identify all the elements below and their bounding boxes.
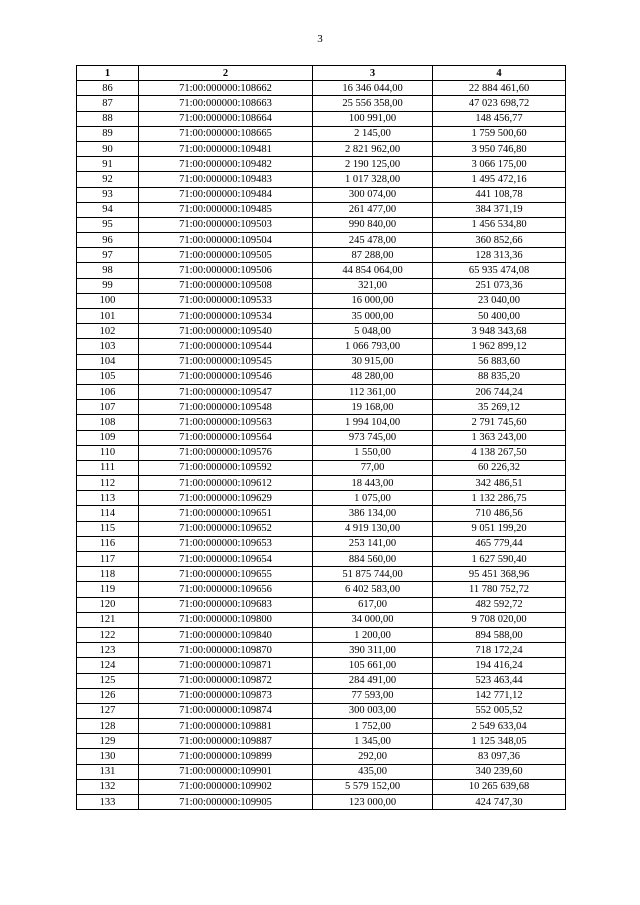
- total-value-cell: 441 108,78: [433, 187, 566, 202]
- row-number-cell: 119: [77, 582, 139, 597]
- row-number-cell: 98: [77, 263, 139, 278]
- row-number-cell: 104: [77, 354, 139, 369]
- value-cell: 884 560,00: [313, 552, 433, 567]
- total-value-cell: 523 463,44: [433, 673, 566, 688]
- table-row: [77, 673, 566, 688]
- total-value-cell: 22 884 461,60: [433, 81, 566, 96]
- row-number-cell: 99: [77, 278, 139, 293]
- value-cell: 87 288,00: [313, 248, 433, 263]
- row-number-cell: 128: [77, 719, 139, 734]
- table-row: [77, 703, 566, 718]
- total-value-cell: 1 627 590,40: [433, 552, 566, 567]
- table-row: [77, 81, 566, 96]
- table-row: [77, 248, 566, 263]
- table-row: [77, 506, 566, 521]
- row-number-cell: 111: [77, 460, 139, 475]
- table-row: [77, 491, 566, 506]
- row-number-cell: 126: [77, 688, 139, 703]
- value-cell: 48 280,00: [313, 369, 433, 384]
- value-cell: 6 402 583,00: [313, 582, 433, 597]
- total-value-cell: 718 172,24: [433, 643, 566, 658]
- cadastral-number-cell: 71:00:000000:109545: [139, 354, 313, 369]
- cadastral-number-cell: 71:00:000000:109655: [139, 567, 313, 582]
- table-row: [77, 719, 566, 734]
- total-value-cell: 3 948 343,68: [433, 324, 566, 339]
- cadastral-number-cell: 71:00:000000:109901: [139, 764, 313, 779]
- cadastral-number-cell: 71:00:000000:109902: [139, 779, 313, 794]
- value-cell: 617,00: [313, 597, 433, 612]
- total-value-cell: 360 852,66: [433, 233, 566, 248]
- value-cell: 5 048,00: [313, 324, 433, 339]
- total-value-cell: 2 549 633,04: [433, 719, 566, 734]
- total-value-cell: 2 791 745,60: [433, 415, 566, 430]
- total-value-cell: 142 771,12: [433, 688, 566, 703]
- cadastral-number-cell: 71:00:000000:109485: [139, 202, 313, 217]
- column-header-1: 1: [77, 66, 139, 81]
- row-number-cell: 106: [77, 384, 139, 399]
- table-row: [77, 445, 566, 460]
- cadastral-number-cell: 71:00:000000:109482: [139, 157, 313, 172]
- cadastral-number-cell: 71:00:000000:109508: [139, 278, 313, 293]
- row-number-cell: 110: [77, 445, 139, 460]
- total-value-cell: 465 779,44: [433, 536, 566, 551]
- row-number-cell: 105: [77, 369, 139, 384]
- row-number-cell: 95: [77, 217, 139, 232]
- cadastral-number-cell: 71:00:000000:109547: [139, 384, 313, 399]
- value-cell: 2 145,00: [313, 126, 433, 141]
- table-row: [77, 688, 566, 703]
- total-value-cell: 710 486,56: [433, 506, 566, 521]
- total-value-cell: 9 708 020,00: [433, 612, 566, 627]
- value-cell: 386 134,00: [313, 506, 433, 521]
- cadastral-number-cell: 71:00:000000:108663: [139, 96, 313, 111]
- cadastral-number-cell: 71:00:000000:109548: [139, 400, 313, 415]
- value-cell: 435,00: [313, 764, 433, 779]
- value-cell: 44 854 064,00: [313, 263, 433, 278]
- value-cell: 1 200,00: [313, 627, 433, 642]
- cadastral-number-cell: 71:00:000000:109652: [139, 521, 313, 536]
- cadastral-number-cell: 71:00:000000:109546: [139, 369, 313, 384]
- value-cell: 105 661,00: [313, 658, 433, 673]
- cadastral-number-cell: 71:00:000000:109872: [139, 673, 313, 688]
- row-number-cell: 132: [77, 779, 139, 794]
- row-number-cell: 115: [77, 521, 139, 536]
- row-number-cell: 129: [77, 734, 139, 749]
- cadastral-number-cell: 71:00:000000:109683: [139, 597, 313, 612]
- total-value-cell: 56 883,60: [433, 354, 566, 369]
- total-value-cell: 1 495 472,16: [433, 172, 566, 187]
- column-header-2: 2: [139, 66, 313, 81]
- table-row: [77, 263, 566, 278]
- cadastral-number-cell: 71:00:000000:109800: [139, 612, 313, 627]
- value-cell: 112 361,00: [313, 384, 433, 399]
- table-row: [77, 734, 566, 749]
- table-row: [77, 157, 566, 172]
- row-number-cell: 113: [77, 491, 139, 506]
- total-value-cell: 552 005,52: [433, 703, 566, 718]
- row-number-cell: 121: [77, 612, 139, 627]
- value-cell: 1 345,00: [313, 734, 433, 749]
- cadastral-number-cell: 71:00:000000:109505: [139, 248, 313, 263]
- total-value-cell: 50 400,00: [433, 309, 566, 324]
- value-cell: 292,00: [313, 749, 433, 764]
- cadastral-number-cell: 71:00:000000:109481: [139, 141, 313, 156]
- row-number-cell: 88: [77, 111, 139, 126]
- table-row: [77, 643, 566, 658]
- total-value-cell: 1 962 899,12: [433, 339, 566, 354]
- row-number-cell: 90: [77, 141, 139, 156]
- table-row: [77, 384, 566, 399]
- row-number-cell: 123: [77, 643, 139, 658]
- cadastral-number-cell: 71:00:000000:109870: [139, 643, 313, 658]
- row-number-cell: 118: [77, 567, 139, 582]
- value-cell: 1 017 328,00: [313, 172, 433, 187]
- cadastral-number-cell: 71:00:000000:109484: [139, 187, 313, 202]
- column-header-4: 4: [433, 66, 566, 81]
- value-cell: 16 346 044,00: [313, 81, 433, 96]
- table-header-row: [77, 66, 566, 81]
- table-row: [77, 217, 566, 232]
- value-cell: 973 745,00: [313, 430, 433, 445]
- value-cell: 16 000,00: [313, 293, 433, 308]
- row-number-cell: 120: [77, 597, 139, 612]
- table-row: [77, 552, 566, 567]
- total-value-cell: 3 950 746,80: [433, 141, 566, 156]
- row-number-cell: 117: [77, 552, 139, 567]
- cadastral-number-cell: 71:00:000000:109503: [139, 217, 313, 232]
- total-value-cell: 424 747,30: [433, 795, 566, 810]
- table-row: [77, 339, 566, 354]
- cadastral-number-cell: 71:00:000000:109576: [139, 445, 313, 460]
- value-cell: 1 550,00: [313, 445, 433, 460]
- total-value-cell: 9 051 199,20: [433, 521, 566, 536]
- value-cell: 51 875 744,00: [313, 567, 433, 582]
- table-row: [77, 627, 566, 642]
- table-row: [77, 324, 566, 339]
- cadastral-number-cell: 71:00:000000:108665: [139, 126, 313, 141]
- total-value-cell: 47 023 698,72: [433, 96, 566, 111]
- value-cell: 321,00: [313, 278, 433, 293]
- total-value-cell: 95 451 368,96: [433, 567, 566, 582]
- row-number-cell: 131: [77, 764, 139, 779]
- table-row: [77, 476, 566, 491]
- total-value-cell: 3 066 175,00: [433, 157, 566, 172]
- table-row: [77, 582, 566, 597]
- total-value-cell: 194 416,24: [433, 658, 566, 673]
- row-number-cell: 130: [77, 749, 139, 764]
- cadastral-number-cell: 71:00:000000:109873: [139, 688, 313, 703]
- cadastral-number-cell: 71:00:000000:109564: [139, 430, 313, 445]
- row-number-cell: 91: [77, 157, 139, 172]
- row-number-cell: 107: [77, 400, 139, 415]
- table-row: [77, 779, 566, 794]
- table-row: [77, 233, 566, 248]
- cadastral-number-cell: 71:00:000000:109592: [139, 460, 313, 475]
- row-number-cell: 116: [77, 536, 139, 551]
- table-row: [77, 460, 566, 475]
- value-cell: 1 075,00: [313, 491, 433, 506]
- table-row: [77, 521, 566, 536]
- total-value-cell: 128 313,36: [433, 248, 566, 263]
- cadastral-number-cell: 71:00:000000:109656: [139, 582, 313, 597]
- row-number-cell: 93: [77, 187, 139, 202]
- value-cell: 1 994 104,00: [313, 415, 433, 430]
- row-number-cell: 122: [77, 627, 139, 642]
- table-row: [77, 536, 566, 551]
- row-number-cell: 108: [77, 415, 139, 430]
- value-cell: 19 168,00: [313, 400, 433, 415]
- row-number-cell: 114: [77, 506, 139, 521]
- cadastral-number-cell: 71:00:000000:109899: [139, 749, 313, 764]
- cadastral-number-cell: 71:00:000000:108664: [139, 111, 313, 126]
- cadastral-number-cell: 71:00:000000:109563: [139, 415, 313, 430]
- total-value-cell: 60 226,32: [433, 460, 566, 475]
- row-number-cell: 96: [77, 233, 139, 248]
- row-number-cell: 103: [77, 339, 139, 354]
- table-row: [77, 749, 566, 764]
- value-cell: 2 821 962,00: [313, 141, 433, 156]
- cadastral-number-cell: 71:00:000000:109504: [139, 233, 313, 248]
- total-value-cell: 23 040,00: [433, 293, 566, 308]
- table-row: [77, 658, 566, 673]
- total-value-cell: 11 780 752,72: [433, 582, 566, 597]
- value-cell: 300 074,00: [313, 187, 433, 202]
- row-number-cell: 127: [77, 703, 139, 718]
- table-row: [77, 400, 566, 415]
- total-value-cell: 1 759 500,60: [433, 126, 566, 141]
- table-row: [77, 278, 566, 293]
- row-number-cell: 101: [77, 309, 139, 324]
- table-row: [77, 597, 566, 612]
- table-row: [77, 354, 566, 369]
- table-row: [77, 141, 566, 156]
- cadastral-number-cell: 71:00:000000:109653: [139, 536, 313, 551]
- value-cell: 990 840,00: [313, 217, 433, 232]
- cadastral-number-cell: 71:00:000000:109629: [139, 491, 313, 506]
- total-value-cell: 148 456,77: [433, 111, 566, 126]
- value-cell: 390 311,00: [313, 643, 433, 658]
- value-cell: 123 000,00: [313, 795, 433, 810]
- cadastral-number-cell: 71:00:000000:108662: [139, 81, 313, 96]
- cadastral-number-cell: 71:00:000000:109654: [139, 552, 313, 567]
- row-number-cell: 89: [77, 126, 139, 141]
- cadastral-number-cell: 71:00:000000:109612: [139, 476, 313, 491]
- row-number-cell: 87: [77, 96, 139, 111]
- row-number-cell: 125: [77, 673, 139, 688]
- cadastral-number-cell: 71:00:000000:109874: [139, 703, 313, 718]
- total-value-cell: 340 239,60: [433, 764, 566, 779]
- total-value-cell: 1 363 243,00: [433, 430, 566, 445]
- value-cell: 284 491,00: [313, 673, 433, 688]
- page-number: 3: [317, 33, 323, 45]
- value-cell: 300 003,00: [313, 703, 433, 718]
- row-number-cell: 92: [77, 172, 139, 187]
- total-value-cell: 4 138 267,50: [433, 445, 566, 460]
- cadastral-number-cell: 71:00:000000:109905: [139, 795, 313, 810]
- total-value-cell: 384 371,19: [433, 202, 566, 217]
- value-cell: 261 477,00: [313, 202, 433, 217]
- row-number-cell: 124: [77, 658, 139, 673]
- table-row: [77, 111, 566, 126]
- value-cell: 34 000,00: [313, 612, 433, 627]
- value-cell: 2 190 125,00: [313, 157, 433, 172]
- table-row: [77, 567, 566, 582]
- cadastral-number-cell: 71:00:000000:109840: [139, 627, 313, 642]
- cadastral-number-cell: 71:00:000000:109540: [139, 324, 313, 339]
- table-row: [77, 172, 566, 187]
- column-header-3: 3: [313, 66, 433, 81]
- table-row: [77, 293, 566, 308]
- cadastral-number-cell: 71:00:000000:109544: [139, 339, 313, 354]
- value-cell: 30 915,00: [313, 354, 433, 369]
- total-value-cell: 65 935 474,08: [433, 263, 566, 278]
- row-number-cell: 86: [77, 81, 139, 96]
- table-row: [77, 612, 566, 627]
- cadastral-number-cell: 71:00:000000:109871: [139, 658, 313, 673]
- cadastral-number-cell: 71:00:000000:109651: [139, 506, 313, 521]
- total-value-cell: 206 744,24: [433, 384, 566, 399]
- table-row: [77, 764, 566, 779]
- table-row: [77, 369, 566, 384]
- total-value-cell: 10 265 639,68: [433, 779, 566, 794]
- value-cell: 77 593,00: [313, 688, 433, 703]
- cadastral-value-table: [76, 65, 566, 810]
- total-value-cell: 342 486,51: [433, 476, 566, 491]
- cadastral-number-cell: 71:00:000000:109533: [139, 293, 313, 308]
- total-value-cell: 1 125 348,05: [433, 734, 566, 749]
- value-cell: 35 000,00: [313, 309, 433, 324]
- row-number-cell: 100: [77, 293, 139, 308]
- value-cell: 253 141,00: [313, 536, 433, 551]
- table-row: [77, 430, 566, 445]
- table-row: [77, 126, 566, 141]
- total-value-cell: 1 456 534,80: [433, 217, 566, 232]
- total-value-cell: 88 835,20: [433, 369, 566, 384]
- value-cell: 4 919 130,00: [313, 521, 433, 536]
- row-number-cell: 94: [77, 202, 139, 217]
- value-cell: 1 752,00: [313, 719, 433, 734]
- table-body: [77, 81, 566, 810]
- value-cell: 5 579 152,00: [313, 779, 433, 794]
- total-value-cell: 251 073,36: [433, 278, 566, 293]
- row-number-cell: 97: [77, 248, 139, 263]
- total-value-cell: 482 592,72: [433, 597, 566, 612]
- table-row: [77, 187, 566, 202]
- cadastral-number-cell: 71:00:000000:109881: [139, 719, 313, 734]
- total-value-cell: 894 588,00: [433, 627, 566, 642]
- cadastral-number-cell: 71:00:000000:109887: [139, 734, 313, 749]
- cadastral-number-cell: 71:00:000000:109483: [139, 172, 313, 187]
- row-number-cell: 133: [77, 795, 139, 810]
- value-cell: 245 478,00: [313, 233, 433, 248]
- value-cell: 77,00: [313, 460, 433, 475]
- value-cell: 1 066 793,00: [313, 339, 433, 354]
- table-row: [77, 309, 566, 324]
- total-value-cell: 83 097,36: [433, 749, 566, 764]
- row-number-cell: 112: [77, 476, 139, 491]
- total-value-cell: 35 269,12: [433, 400, 566, 415]
- value-cell: 18 443,00: [313, 476, 433, 491]
- value-cell: 100 991,00: [313, 111, 433, 126]
- cadastral-number-cell: 71:00:000000:109534: [139, 309, 313, 324]
- table-row: [77, 96, 566, 111]
- cadastral-number-cell: 71:00:000000:109506: [139, 263, 313, 278]
- table-row: [77, 795, 566, 810]
- table-row: [77, 202, 566, 217]
- table-row: [77, 415, 566, 430]
- row-number-cell: 102: [77, 324, 139, 339]
- row-number-cell: 109: [77, 430, 139, 445]
- value-cell: 25 556 358,00: [313, 96, 433, 111]
- total-value-cell: 1 132 286,75: [433, 491, 566, 506]
